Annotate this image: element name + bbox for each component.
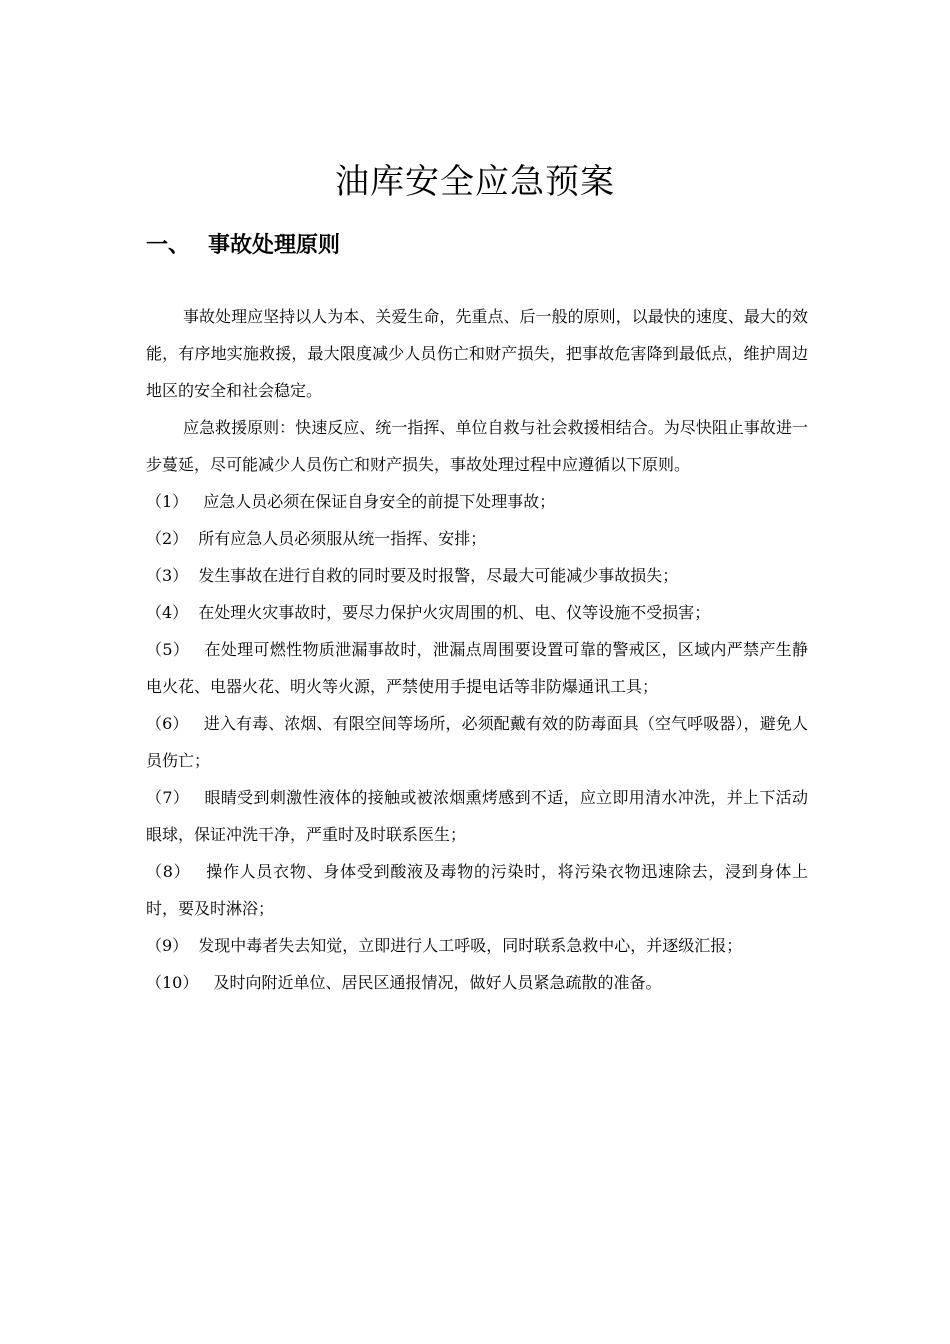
list-item (146, 520, 808, 557)
list-item (146, 853, 808, 927)
list-item-text: 及时向附近单位、居民区通报情况，做好人员紧急疏散的准备。 (208, 973, 662, 992)
section-title: 事故处理原则 (208, 233, 341, 258)
list-item-text: 进入有毒、浓烟、有限空间等场所，必须配戴有效的防毒面具（空气呼吸器），避免人员伤亡； (146, 714, 808, 770)
list-item-text: 发现中毒者失去知觉，立即进行人工呼吸，同时联系急救中心，并逐级汇报； (198, 936, 743, 955)
list-item (146, 927, 808, 964)
list-item-text: 发生事故在进行自救的同时要及时报警，尽最大可能减少事故损失； (198, 566, 679, 585)
list-item-text: 在处理可燃性物质泄漏事故时，泄漏点周围要设置可靠的警戒区，区域内严禁产生静电火花、电器火花、明火等火源，严禁使用手提电话等非防爆通讯工具； (146, 640, 808, 696)
document-title: 油库安全应急预案 (335, 161, 615, 202)
list-item-marker: （9） (146, 936, 189, 955)
list-item (146, 964, 808, 1001)
list-item-text: 在处理火灾事故时，要尽力保护火灾周围的机、电、仪等设施不受损害； (198, 603, 711, 622)
list-item-marker: （2） (146, 529, 189, 548)
section-number: 一、 (146, 233, 191, 258)
list-item-marker: （5） (146, 640, 190, 659)
list-item-text: 应急人员必须在保证自身安全的前提下处理事故； (198, 492, 556, 511)
list-item-text: 眼睛受到刺激性液体的接触或被浓烟熏烤感到不适，应立即用清水冲洗，并上下活动眼球，保证冲洗干净，严重时及时联系医生； (146, 788, 808, 844)
list-item (146, 483, 808, 520)
list-item (146, 705, 808, 779)
list-item-marker: （4） (146, 603, 189, 622)
list-item-marker: （3） (146, 566, 189, 585)
list-item-marker: （10） (146, 973, 199, 992)
paragraph: 应急救援原则：快速反应、统一指挥、单位自救与社会救援相结合。为尽快阻止事故进一步蔓延，尽可能减少人员伤亡和财产损失，事故处理过程中应遵循以下原则。 (146, 418, 808, 474)
list-item (146, 594, 808, 631)
section-heading (146, 230, 340, 262)
list-item-text: 所有应急人员必须服从统一指挥、安排； (198, 529, 487, 548)
list-item-text: 操作人员衣物、身体受到酸液及毒物的污染时，将污染衣物迅速除去，浸到身体上时，要及时淋浴； (146, 862, 808, 918)
list-item-marker: （1） (146, 492, 189, 511)
list-item (146, 779, 808, 853)
paragraph: 事故处理应坚持以人为本、关爱生命，先重点、后一般的原则，以最快的速度、最大的效能，有序地实施救援，最大限度减少人员伤亡和财产损失，把事故危害降到最低点，维护周边地区的安全和社会稳定。 (146, 307, 808, 400)
document-body (146, 298, 808, 1001)
list-item (146, 631, 808, 705)
list-item-marker: （6） (146, 714, 189, 733)
list-item-marker: （8） (146, 862, 191, 881)
list-item (146, 557, 808, 594)
list-item-marker: （7） (146, 788, 190, 807)
